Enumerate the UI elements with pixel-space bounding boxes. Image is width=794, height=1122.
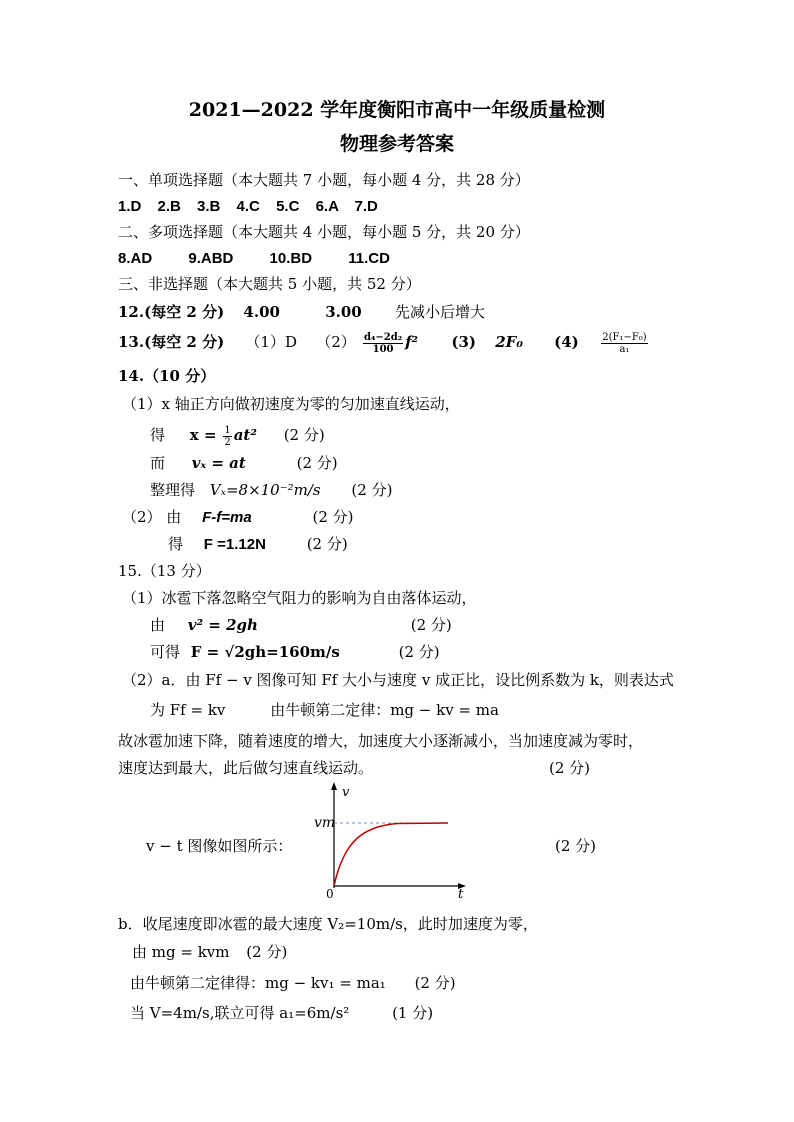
vt-graph	[306, 778, 476, 898]
v-axis-label: v	[342, 785, 350, 800]
section1-header: 一、单项选择题（本大题共 7 小题，每小题 4 分，共 28 分）	[118, 171, 530, 189]
answer-6: 6.A	[315, 198, 339, 215]
q15-b3-score: (2 分)	[414, 974, 456, 992]
q15-b4-eq: 当 V=4m/s,联立可得 a₁=6m/s²	[130, 1004, 350, 1022]
q15-l3-eq: F = √2gh=160m/s	[190, 643, 340, 661]
q15-b-line4	[130, 1003, 433, 1023]
origin-label: 0	[326, 887, 334, 898]
q15-l2-eq: v² = 2gh	[187, 616, 258, 634]
answer-2: 2.B	[157, 198, 181, 215]
t-axis-label: t	[458, 887, 464, 898]
q15-line3	[150, 642, 440, 662]
q15-b-line3	[130, 973, 456, 993]
q12-answer-1: 4.00	[243, 303, 280, 321]
q15-l2-score: (2 分)	[410, 616, 452, 634]
fraction-numerator: d₄−2d₂	[364, 331, 403, 343]
answer-9: 9.ABD	[188, 250, 234, 267]
section2-header: 二、多项选择题（本大题共 4 小题，每小题 5 分，共 20 分）	[118, 223, 530, 241]
q14-l2-prefix: 得	[150, 426, 166, 444]
q13-label: 13.(每空 2 分)	[118, 333, 225, 351]
q14-l4-eq: Vₓ=8×10⁻²m/s	[209, 481, 321, 499]
v-axis-arrow-icon	[331, 782, 337, 790]
q15-b4-score: (1 分)	[392, 1004, 434, 1022]
q14-label: 14.（10 分）	[118, 367, 216, 385]
q15-b-line2	[132, 942, 287, 962]
q14-l4-prefix: 整理得	[150, 481, 196, 499]
section1-answers	[118, 197, 378, 217]
answer-11: 11.CD	[348, 250, 390, 267]
q13-line	[118, 330, 650, 355]
q15-b-line1: b．收尾速度即冰雹的最大速度 V₂=10m/s，此时加速度为零，	[118, 915, 538, 933]
q12-answer-3: 先减小后增大	[394, 303, 485, 321]
q14-l5-eq: F-f=ma	[202, 509, 252, 526]
q14-line1: （1）x 轴正方向做初速度为零的匀加速直线运动，	[122, 395, 460, 413]
q14-l3-eq: vₓ = at	[191, 454, 246, 472]
fraction-numerator: 1	[224, 424, 231, 436]
q15-l7-score: (2 分)	[549, 759, 591, 777]
q14-line3	[150, 453, 338, 473]
q15-line1: （1）冰雹下落忽略空气阻力的影响为自由落体运动，	[122, 589, 477, 607]
answer-3: 3.B	[197, 198, 221, 215]
q15-b3-eq: 由牛顿第二定律得：mg − kv₁ = ma₁	[130, 974, 386, 992]
q15-l3-prefix: 可得	[150, 643, 181, 661]
q13-part4-label: (4)	[554, 333, 579, 351]
section2-answers	[118, 249, 390, 269]
q13-part2-label: （2）	[316, 333, 356, 351]
q13-fraction-2	[363, 332, 403, 355]
fraction-denominator: a₁	[619, 343, 630, 355]
q14-l2-fraction	[223, 425, 231, 448]
q14-l2-eq-b: at²	[233, 426, 257, 444]
q14-l4-score: (2 分)	[351, 481, 393, 499]
q14-l5-score: (2 分)	[312, 508, 354, 526]
vm-label: vm	[314, 815, 336, 831]
q14-l6-prefix: 得	[168, 535, 184, 553]
q15-line5	[150, 700, 499, 720]
q15-b2-eq: 由 mg = kvm	[132, 943, 230, 961]
q12-answer-2: 3.00	[325, 303, 362, 321]
q15-l5-b: 由牛顿第二定律：mg − kv = ma	[270, 701, 499, 719]
q15-l7-text: 速度达到最大，此后做匀速直线运动。	[118, 759, 374, 777]
answer-1: 1.D	[118, 198, 142, 215]
graph-score: (2 分)	[555, 837, 597, 855]
velocity-curve	[334, 823, 448, 886]
q13-part3-answer: 2F₀	[495, 333, 523, 351]
fraction-numerator: 2(F₁−F₀)	[602, 331, 647, 343]
q14-line4	[150, 480, 392, 500]
page-subtitle: 物理参考答案	[339, 133, 454, 155]
q13-part3-label: (3)	[451, 333, 477, 351]
q12-label: 12.(每空 2 分)	[118, 303, 225, 321]
q14-line2	[150, 423, 325, 448]
q13-part1: （1）D	[245, 333, 297, 351]
answer-4: 4.C	[236, 198, 260, 215]
q15-l5-a: 为 Ff = kv	[150, 701, 226, 719]
q15-l2-prefix: 由	[150, 616, 166, 634]
q15-line6: 故冰雹加速下降，随着速度的增大，加速度大小逐渐减小，当加速度减为零时，	[118, 732, 644, 750]
q14-line6	[168, 534, 348, 555]
graph-caption: v − t 图像如图所示：	[146, 837, 293, 855]
q14-l5-prefix: （2） 由	[122, 508, 182, 526]
q15-l3-score: (2 分)	[398, 643, 440, 661]
q14-line5	[122, 507, 354, 528]
q15-line4: （2）a．由 Ff − v 图像可知 Ff 大小与速度 v 成正比，设比例系数为 k，则表达式	[122, 671, 674, 689]
answer-5: 5.C	[276, 198, 300, 215]
section3-header: 三、非选择题（本大题共 5 小题，共 52 分）	[118, 275, 421, 293]
q15-label: 15.（13 分）	[118, 562, 211, 580]
q15-b2-score: (2 分)	[246, 943, 288, 961]
answer-8: 8.AD	[118, 250, 153, 267]
fraction-denominator: 2	[224, 436, 231, 448]
q15-line7	[118, 758, 373, 778]
fraction-denominator: 100	[372, 343, 394, 355]
q12-line	[118, 302, 485, 322]
q13-fraction-4	[601, 332, 647, 355]
page-title: 2021—2022 学年度衡阳市高中一年级质量检测	[188, 99, 606, 121]
q14-l3-prefix: 而	[150, 454, 166, 472]
q14-l2-score: (2 分)	[283, 426, 325, 444]
q14-l3-score: (2 分)	[296, 454, 338, 472]
q14-l6-eq: F =1.12N	[203, 536, 266, 553]
answer-7: 7.D	[354, 198, 378, 215]
answer-10: 10.BD	[269, 250, 313, 267]
q13-frac2-tail: f²	[405, 333, 419, 351]
q15-line2	[150, 615, 452, 635]
q14-l6-score: (2 分)	[306, 535, 348, 553]
q14-l2-eq-a: x =	[189, 426, 217, 444]
